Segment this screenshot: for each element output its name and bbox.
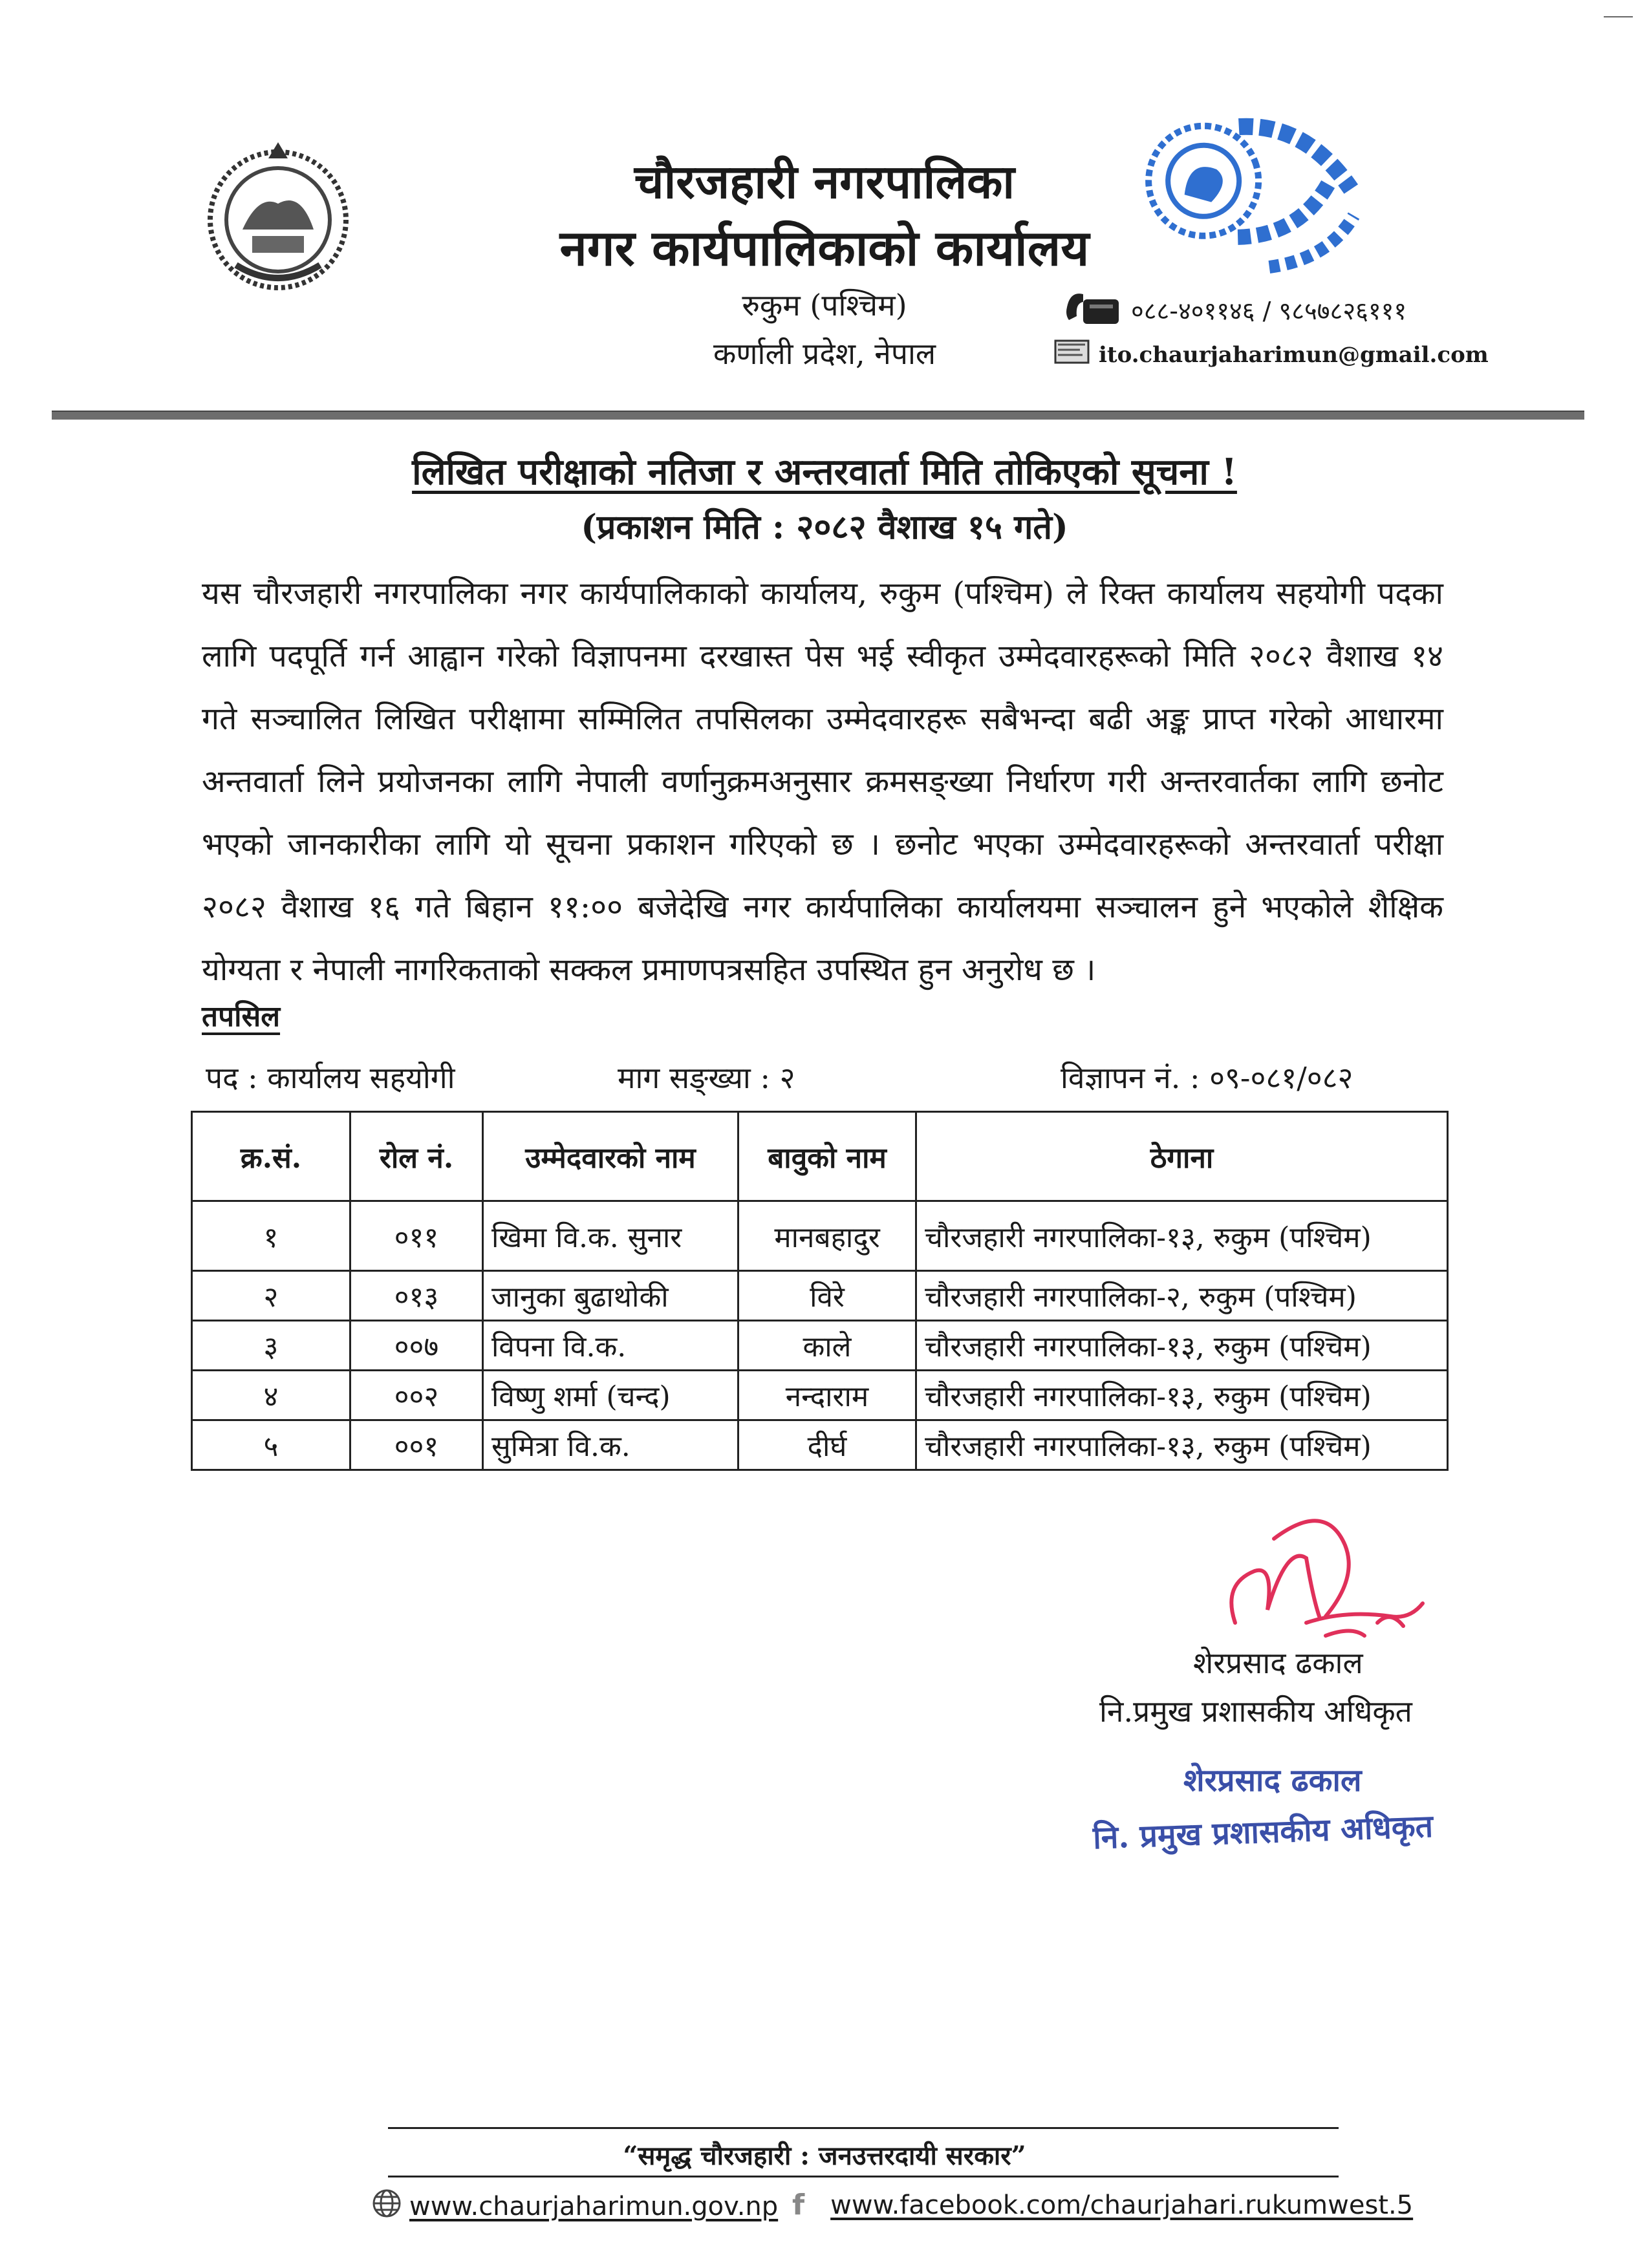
publication-date: (प्रकाशन मिति : २०८२ वैशाख १५ गते)	[581, 508, 1068, 547]
header-address: ठेगाना	[916, 1112, 1448, 1201]
address-cell: चौरजहारी नगरपालिका-१३, रुकुम (पश्चिम)	[916, 1321, 1448, 1371]
phone-number: ०८८-४०११४६ / ९८५७८२६१११	[1131, 296, 1407, 325]
demand-count: माग सङ्ख्या : २	[618, 1060, 795, 1095]
scan-mark	[1604, 16, 1633, 17]
office-name: नगर कार्यपालिकाको कार्यालय	[559, 219, 1090, 277]
district: रुकुम (पश्चिम)	[742, 288, 907, 323]
website-link-row[interactable]	[372, 2188, 778, 2225]
candidate-cell: विष्णु शर्मा (चन्द)	[483, 1371, 738, 1420]
post-label: पद : कार्यालय सहयोगी	[206, 1060, 455, 1095]
footer-divider-bottom	[388, 2176, 1339, 2177]
email-icon	[1054, 339, 1090, 370]
roll-cell: ००२	[350, 1371, 483, 1420]
facebook-link[interactable]: www.facebook.com/chaurjahari.rukumwest.5	[830, 2190, 1414, 2220]
address-cell: चौरजहारी नगरपालिका-१३, रुकुम (पश्चिम)	[916, 1371, 1448, 1420]
table-row	[192, 1420, 1448, 1470]
municipal-seal-icon	[1112, 52, 1410, 323]
globe-icon	[372, 2188, 402, 2225]
header-father-name: बावुको नाम	[738, 1112, 916, 1201]
notice-body: यस चौरजहारी नगरपालिका नगर कार्यपालिकाको कार्यालय, रुकुम (पश्चिम) ले रिक्त कार्यालय सहयोगी पदका लागि पदपूर्ति गर्न आह्वान गरेको विज्ञापनमा दरखास्त पेस भई स्वीकृत उम्मेदवारहरूको मिति २०८२ वैशाख १४ गते सञ्चालित लिखित परीक्षामा सम्मिलित तपसिलका उम्मेदवारहरू सबैभन्दा बढी अङ्क प्राप्त गरेको आधारमा अन्तवार्ता लिने प्रयोजनका लागि नेपाली वर्णानुक्रमअनुसार क्रमसङ्ख्या निर्धारण गरी अन्तरवार्तका लागि छनोट भएको जानकारीका लागि यो सूचना प्रकाशन गरिएको छ । छनोट भएका उम्मेदवारहरूको अन्तरवार्ता परीक्षा २०८२ वैशाख १६ गते बिहान ११:०० बजेदेखि नगर कार्यपालिका कार्यालयमा सञ्चालन हुने भएकोले शैक्षिक योग्यता र नेपाली नागरिकताको सक्कल प्रमाणपत्रसहित उपस्थित हुन अनुरोध छ ।	[202, 575, 1443, 988]
address-cell: चौरजहारी नगरपालिका-१३, रुकुम (पश्चिम)	[916, 1201, 1448, 1271]
father-cell: नन्दाराम	[738, 1371, 916, 1420]
address-cell: चौरजहारी नगरपालिका-२, रुकुम (पश्चिम)	[916, 1271, 1448, 1321]
table-header-row	[192, 1112, 1448, 1201]
signer-title: नि.प्रमुख प्रशासकीय अधिकृत	[1099, 1694, 1412, 1729]
serial-cell: ४	[192, 1371, 350, 1420]
header-candidate-name: उम्मेदवारको नाम	[483, 1112, 738, 1201]
candidate-cell: सुमित्रा वि.क.	[483, 1420, 738, 1470]
facebook-icon: f	[792, 2188, 805, 2221]
father-cell: दीर्घ	[738, 1420, 916, 1470]
roll-cell: ०११	[350, 1201, 483, 1271]
father-cell: मानबहादुर	[738, 1201, 916, 1271]
candidate-cell: जानुका बुढाथोकी	[483, 1271, 738, 1321]
website-link[interactable]: www.chaurjaharimun.gov.np	[409, 2192, 779, 2221]
father-cell: विरे	[738, 1271, 916, 1321]
serial-cell: ५	[192, 1420, 350, 1470]
table-row	[192, 1271, 1448, 1321]
serial-cell: ३	[192, 1321, 350, 1371]
notice-title-text: लिखित परीक्षाको नतिजा र अन्तरवार्ता मिति तोकिएको सूचना !	[412, 451, 1237, 493]
phone-contact	[1064, 288, 1406, 332]
serial-cell: २	[192, 1271, 350, 1321]
slogan: “समृद्ध चौरजहारी : जनउत्तरदायी सरकार”	[623, 2141, 1026, 2171]
footer-divider-top	[388, 2127, 1339, 2129]
candidate-cell: विपना वि.क.	[483, 1321, 738, 1371]
official-stamp-title: नि. प्रमुख प्रशासकीय अधिकृत	[1092, 1808, 1434, 1857]
org-name: चौरजहारी नगरपालिका	[634, 154, 1015, 209]
notice-title	[0, 446, 1649, 495]
advertisement-number: विज्ञापन नं. : ०९-०८१/०८२	[1061, 1060, 1353, 1095]
schedule-label: तपसिल	[202, 1000, 281, 1033]
address-cell: चौरजहारी नगरपालिका-१३, रुकुम (पश्चिम)	[916, 1420, 1448, 1470]
candidate-cell: खिमा वि.क. सुनार	[483, 1201, 738, 1271]
candidates-table	[191, 1111, 1449, 1471]
header-divider	[52, 411, 1584, 420]
roll-cell: ००७	[350, 1321, 483, 1371]
header-serial: क्र.सं.	[192, 1112, 350, 1201]
serial-cell: १	[192, 1201, 350, 1271]
roll-cell: ०१३	[350, 1271, 483, 1321]
province: कर्णाली प्रदेश, नेपाल	[713, 336, 936, 371]
signer-name: शेरप्रसाद ढकाल	[1193, 1645, 1363, 1680]
table-row	[192, 1321, 1448, 1371]
roll-cell: ००१	[350, 1420, 483, 1470]
email-address: ito.chaurjaharimun@gmail.com	[1099, 341, 1489, 368]
header-roll-no: रोल नं.	[350, 1112, 483, 1201]
telephone-icon	[1064, 288, 1122, 332]
father-cell: काले	[738, 1321, 916, 1371]
facebook-link-row[interactable]	[792, 2188, 1413, 2221]
official-stamp-name: शेरप्रसाद ढकाल	[1183, 1762, 1362, 1799]
table-row	[192, 1371, 1448, 1420]
email-contact	[1054, 339, 1489, 370]
table-row	[192, 1201, 1448, 1271]
